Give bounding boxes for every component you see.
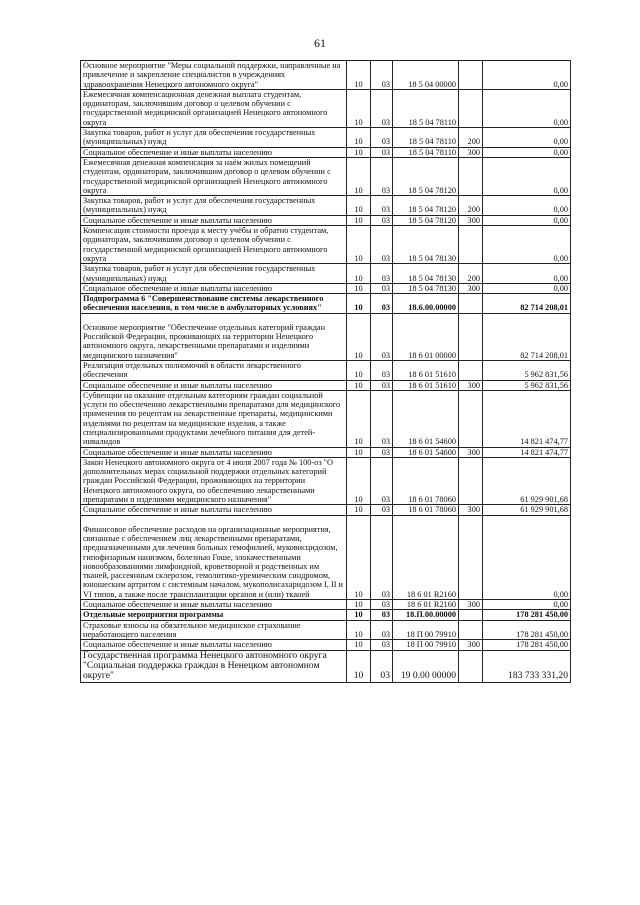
table-row — [81, 390, 571, 447]
amount-cell: 5 962 831,56 — [483, 360, 571, 380]
target-code-cell: 18 П 00 79910 — [393, 640, 459, 650]
subsection-code-cell: 03 — [371, 650, 393, 682]
amount-cell: 0,00 — [483, 128, 571, 148]
expense-name-cell: Закупка товаров, работ и услуг для обеспечения государственных (муниципальных) нужд — [81, 128, 347, 148]
target-code-cell: 18 6 01 54600 — [393, 447, 459, 457]
expense-type-code-cell: 300 — [459, 215, 483, 225]
expense-name-cell: Социальное обеспечение и иные выплаты населению — [81, 380, 347, 390]
subsection-code-cell: 03 — [371, 89, 393, 127]
section-code-cell: 10 — [347, 215, 371, 225]
expense-type-code-cell: 300 — [459, 505, 483, 515]
expense-type-code-cell — [459, 157, 483, 195]
section-code-cell: 10 — [347, 457, 371, 504]
subsection-code-cell: 03 — [371, 380, 393, 390]
expense-name-cell: Подпрограмма 6 "Совершенствование системы лекарственного обеспечения населения, в том числе в амбулаторных условиях" — [81, 294, 347, 314]
expense-name-cell: Основное мероприятие "Меры социальной поддержки, направленные на привлечение и закрепление специалистов в учреждениях здравоохранения Ненецкого автономного округа" — [81, 61, 347, 90]
subsection-code-cell: 03 — [371, 226, 393, 264]
subsection-code-cell: 03 — [371, 620, 393, 640]
expense-type-code-cell: 300 — [459, 283, 483, 293]
table-row — [81, 650, 571, 682]
section-code-cell: 10 — [347, 294, 371, 314]
section-code-cell: 10 — [347, 61, 371, 90]
budget-table — [80, 60, 571, 683]
section-code-cell: 10 — [347, 447, 371, 457]
target-code-cell: 18 П 00 79910 — [393, 620, 459, 640]
subsection-code-cell: 03 — [371, 447, 393, 457]
subsection-code-cell: 03 — [371, 264, 393, 284]
subsection-code-cell: 03 — [371, 61, 393, 90]
target-code-cell: 18 6 01 78060 — [393, 457, 459, 504]
subsection-code-cell: 03 — [371, 128, 393, 148]
amount-cell: 0,00 — [483, 157, 571, 195]
table-row — [81, 157, 571, 195]
subsection-code-cell: 03 — [371, 505, 393, 515]
expense-type-code-cell: 300 — [459, 147, 483, 157]
section-code-cell: 10 — [347, 196, 371, 216]
target-code-cell: 18 5 04 78110 — [393, 128, 459, 148]
amount-cell: 0,00 — [483, 226, 571, 264]
table-row — [81, 294, 571, 314]
expense-type-code-cell — [459, 515, 483, 599]
expense-name-cell: Реализация отдельных полномочий в области лекарственного обеспечения — [81, 360, 347, 380]
expense-name-cell: Страховые взносы на обязательное медицинское страхование неработающего населения — [81, 620, 347, 640]
subsection-code-cell: 03 — [371, 610, 393, 620]
subsection-code-cell: 03 — [371, 313, 393, 360]
subsection-code-cell: 03 — [371, 215, 393, 225]
section-code-cell: 10 — [347, 226, 371, 264]
expense-name-cell: Ежемесячная компенсационная денежная выплата студентам, ординаторам, заключившим договор о целевом обучении с государственной медицинской организацией Ненецкого автономного округа — [81, 89, 347, 127]
subsection-code-cell: 03 — [371, 515, 393, 599]
expense-type-code-cell — [459, 313, 483, 360]
expense-type-code-cell — [459, 390, 483, 447]
table-row — [81, 313, 571, 360]
expense-name-cell: Социальное обеспечение и иные выплаты населению — [81, 283, 347, 293]
expense-name-cell: Ежемесячная денежная компенсация за наём жилых помещений студентам, ординаторам, заключившим договор о целевом обучении с государственной медицинской организацией Ненецкого автономного округа — [81, 157, 347, 195]
expense-name-cell: Социальное обеспечение и иные выплаты населению — [81, 505, 347, 515]
expense-type-code-cell — [459, 89, 483, 127]
expense-type-code-cell: 300 — [459, 447, 483, 457]
amount-cell: 14 821 474,77 — [483, 390, 571, 447]
section-code-cell: 10 — [347, 128, 371, 148]
expense-name-cell: Социальное обеспечение и иные выплаты населению — [81, 640, 347, 650]
target-code-cell: 18 6 01 R2160 — [393, 515, 459, 599]
expense-name-cell: Отдельные мероприятия программы — [81, 610, 347, 620]
amount-cell: 0,00 — [483, 283, 571, 293]
expense-name-cell: Государственная программа Ненецкого автономного округа "Социальная поддержка граждан в Ненецком автономном округе" — [81, 650, 347, 682]
subsection-code-cell: 03 — [371, 457, 393, 504]
expense-name-cell: Компенсация стоимости проезда к месту учёбы и обратно студентам, ординаторам, заключившим договор о целевом обучении с государственной медицинской организацией Ненецкого автономного округа — [81, 226, 347, 264]
amount-cell: 82 714 208,01 — [483, 313, 571, 360]
amount-cell: 0,00 — [483, 264, 571, 284]
target-code-cell: 18 5 04 78120 — [393, 196, 459, 216]
section-code-cell: 10 — [347, 380, 371, 390]
table-row — [81, 283, 571, 293]
table-row — [81, 640, 571, 650]
expense-type-code-cell — [459, 457, 483, 504]
target-code-cell: 18 5 04 78130 — [393, 226, 459, 264]
table-row — [81, 447, 571, 457]
section-code-cell: 10 — [347, 610, 371, 620]
expense-name-cell: Социальное обеспечение и иные выплаты населению — [81, 215, 347, 225]
page-number: 61 — [314, 36, 326, 50]
section-code-cell: 10 — [347, 157, 371, 195]
section-code-cell: 10 — [347, 390, 371, 447]
expense-type-code-cell — [459, 294, 483, 314]
subsection-code-cell: 03 — [371, 196, 393, 216]
subsection-code-cell: 03 — [371, 294, 393, 314]
target-code-cell: 19 0.00 00000 — [393, 650, 459, 682]
expense-type-code-cell: 300 — [459, 380, 483, 390]
section-code-cell: 10 — [347, 89, 371, 127]
expense-name-cell: Субвенции на оказание отдельным категориям граждан социальной услуги по обеспечению лекарственными препаратами для медицинского применения по рецептам на лекарственные препараты, медицинскими изделиями по рецептам на медицинские изделия, а также специализированными продуктами лечебного питания для детей-инвалидов — [81, 390, 347, 447]
table-row — [81, 610, 571, 620]
expense-name-cell: Социальное обеспечение и иные выплаты населению — [81, 600, 347, 610]
expense-name-cell: Закон Ненецкого автономного округа от 4 июля 2007 года № 100-оз "О дополнительных мерах социальной поддержки отдельных категорий граждан Российской Федерации, проживающих на территории Ненецкого автономного округа, по обеспечению лекарственными препаратами и изделиями медицинского назначения" — [81, 457, 347, 504]
expense-type-code-cell — [459, 360, 483, 380]
table-row — [81, 89, 571, 127]
expense-type-code-cell — [459, 620, 483, 640]
expense-type-code-cell — [459, 650, 483, 682]
table-row — [81, 360, 571, 380]
section-code-cell: 10 — [347, 313, 371, 360]
expense-name-cell: Закупка товаров, работ и услуг для обеспечения государственных (муниципальных) нужд — [81, 264, 347, 284]
amount-cell: 0,00 — [483, 89, 571, 127]
target-code-cell: 18 6 01 51610 — [393, 380, 459, 390]
target-code-cell: 18 5 04 78120 — [393, 215, 459, 225]
expense-name-cell: Основное мероприятие "Обеспечение отдельных категорий граждан Российской Федерации, проживающих на территории Ненецкого автономного округа, лекарственными препаратами и изделиями медицинского назначения" — [81, 313, 347, 360]
expense-type-code-cell — [459, 226, 483, 264]
section-code-cell: 10 — [347, 620, 371, 640]
amount-cell: 0,00 — [483, 196, 571, 216]
subsection-code-cell: 03 — [371, 390, 393, 447]
section-code-cell: 10 — [347, 600, 371, 610]
target-code-cell: 18.П.00.00000 — [393, 610, 459, 620]
target-code-cell: 18 5 04 78130 — [393, 283, 459, 293]
expense-type-code-cell — [459, 610, 483, 620]
table-row — [81, 620, 571, 640]
target-code-cell: 18 6 01 51610 — [393, 360, 459, 380]
expense-name-cell: Социальное обеспечение и иные выплаты населению — [81, 147, 347, 157]
target-code-cell: 18 6 01 R2160 — [393, 600, 459, 610]
subsection-code-cell: 03 — [371, 600, 393, 610]
expense-type-code-cell: 300 — [459, 600, 483, 610]
amount-cell: 178 281 450,00 — [483, 620, 571, 640]
target-code-cell: 18.6.00.00000 — [393, 294, 459, 314]
target-code-cell: 18 5 04 00000 — [393, 61, 459, 90]
target-code-cell: 18 6 01 78060 — [393, 505, 459, 515]
expense-name-cell: Закупка товаров, работ и услуг для обеспечения государственных (муниципальных) нужд — [81, 196, 347, 216]
amount-cell: 0,00 — [483, 61, 571, 90]
amount-cell: 5 962 831,56 — [483, 380, 571, 390]
section-code-cell: 10 — [347, 264, 371, 284]
subsection-code-cell: 03 — [371, 157, 393, 195]
expense-type-code-cell: 300 — [459, 640, 483, 650]
section-code-cell: 10 — [347, 650, 371, 682]
table-row — [81, 515, 571, 599]
section-code-cell: 10 — [347, 640, 371, 650]
amount-cell: 61 929 901,68 — [483, 505, 571, 515]
amount-cell: 82 714 208,01 — [483, 294, 571, 314]
target-code-cell: 18 6 01 00000 — [393, 313, 459, 360]
subsection-code-cell: 03 — [371, 640, 393, 650]
expense-type-code-cell: 200 — [459, 264, 483, 284]
table-row — [81, 600, 571, 610]
amount-cell: 0,00 — [483, 147, 571, 157]
amount-cell: 178 281 450,00 — [483, 610, 571, 620]
section-code-cell: 10 — [347, 360, 371, 380]
target-code-cell: 18 5 04 78130 — [393, 264, 459, 284]
table-row — [81, 128, 571, 148]
amount-cell: 178 281 450,00 — [483, 640, 571, 650]
table-body — [81, 61, 571, 683]
table-row — [81, 264, 571, 284]
expense-type-code-cell: 200 — [459, 196, 483, 216]
amount-cell: 0,00 — [483, 215, 571, 225]
table-row — [81, 505, 571, 515]
subsection-code-cell: 03 — [371, 360, 393, 380]
table-row — [81, 215, 571, 225]
expense-name-cell: Социальное обеспечение и иные выплаты населению — [81, 447, 347, 457]
amount-cell: 0,00 — [483, 515, 571, 599]
expense-type-code-cell — [459, 61, 483, 90]
section-code-cell: 10 — [347, 283, 371, 293]
table-row — [81, 61, 571, 90]
table-row — [81, 196, 571, 216]
section-code-cell: 10 — [347, 147, 371, 157]
amount-cell: 61 929 901,68 — [483, 457, 571, 504]
subsection-code-cell: 03 — [371, 283, 393, 293]
table-row — [81, 457, 571, 504]
amount-cell: 0,00 — [483, 600, 571, 610]
section-code-cell: 10 — [347, 505, 371, 515]
table-row — [81, 380, 571, 390]
section-code-cell: 10 — [347, 515, 371, 599]
amount-cell: 14 821 474,77 — [483, 447, 571, 457]
table-row — [81, 147, 571, 157]
expense-name-cell: Финансовое обеспечение расходов на организационные мероприятия, связанные с обеспечением лиц лекарственными препаратами, предназначенными для лечения больных гемофилией, муковисцидозом, гипофизарным нанизмом, болезнью Гоше, злокачественными новообразованиями лимфоидной, кроветворной и родственных им тканей, рассеянным склерозом, гемолитико-уремическим синдромом, юношеским артритом с системным началом, мукополисахаридозом I, II и VI типов, а также после трансплантации органов и (или) тканей — [81, 515, 347, 599]
target-code-cell: 18 5 04 78110 — [393, 89, 459, 127]
table-row — [81, 226, 571, 264]
target-code-cell: 18 5 04 78120 — [393, 157, 459, 195]
target-code-cell: 18 5 04 78110 — [393, 147, 459, 157]
subsection-code-cell: 03 — [371, 147, 393, 157]
target-code-cell: 18 6 01 54600 — [393, 390, 459, 447]
amount-cell: 183 733 331,20 — [483, 650, 571, 682]
expense-type-code-cell: 200 — [459, 128, 483, 148]
